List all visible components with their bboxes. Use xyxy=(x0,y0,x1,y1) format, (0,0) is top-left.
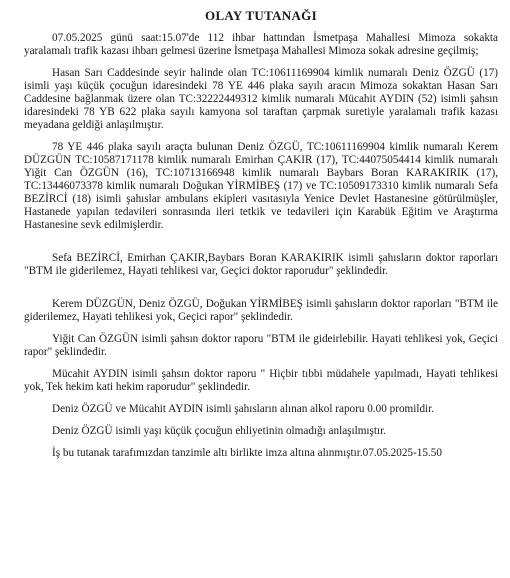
paragraph-injured-persons: 78 YE 446 plaka sayılı araçta bulunan Deniz ÖZGÜ, TC:10611169904 kimlik numaralı Kerem DÜZGÜN TC:10587171178 kimlik numaralı Emirhan ÇAKIR (17), TC:44075054414 kimlik numaralı Yiğit Can ÖZGÜN (16), TC:10713166948 kimlik numaralı Baybars Boran KARAKIRIK (17), TC:13446073378 kimlik numaralı Doğukan YİRMİBEŞ (17) ve TC:10509173310 kimlik numaralı Sefa BEZİRCİ (18) isimli şahıslar ambulans ekipleri vasıtasıyla Yenice Devlet Hastanesine götürülmüşler, Hastanede yapılan tedavileri sonrasında ileri tetkik ve tedavileri için Karabük Eğitim ve Araştırma Hastanesine sevk edilmişlerdir. xyxy=(24,141,498,231)
paragraph-closing-statement: İş bu tutanak tarafımızdan tanzimle altı birlikte imza altına alınmıştır.07.05.2025-15.50 xyxy=(52,447,442,459)
paragraph-license-status: Deniz ÖZGÜ isimli yaşı küçük çocuğun ehliyetinin olmadığı anlaşılmıştır. xyxy=(52,425,387,437)
paragraph-report-serious: Kerem DÜZGÜN, Deniz ÖZGÜ, Doğukan YİRMİBEŞ isimli şahısların doktor raporları "BTM ile giderilemez, Hayati tehlikesi yok, Geçici rapor" şeklindedir. xyxy=(24,298,498,323)
paragraph-report-minor: Yiğit Can ÖZGÜN isimli şahsın doktor raporu "BTM ile gideirlebilir. Hayati tehlikesi yok, Geçici rapor" şeklindedir. xyxy=(24,333,498,358)
paragraph-alcohol-report: Deniz ÖZGÜ ve Mücahit AYDIN isimli şahısların alınan alkol raporu 0.00 promildir. xyxy=(52,403,435,415)
document-title: OLAY TUTANAĞI xyxy=(205,8,317,23)
paragraph-report-driver: Mücahit AYDIN isimli şahsın doktor raporu " Hiçbir tıbbi müdahele yapılmadı, Hayati tehlikesi yok, Tek hekim kati hekim raporudur" şeklindedir. xyxy=(24,368,498,393)
paragraph-accident-description: Hasan Sarı Caddesinde seyir halinde olan TC:10611169904 kimlik numaralı Deniz ÖZGÜ (17) isimli yaşı küçük çocuğun idaresindeki 78 YE 446 plaka sayılı aracın Mimoza sokaktan Hasan Sarı Caddesine bağlanmak üzere olan TC:32222449312 kimlik numaralı Mücahit AYDIN (52) isimli şahsın idaresindeki 78 YB 622 plaka sayılı kamyona sol taraftan çarpmak suretiyle yaralamalı trafik kazası meyadana geldiği anlaşılmıştır. xyxy=(24,67,498,131)
paragraph-incident-notice: 07.05.2025 günü saat:15.07'de 112 ihbar hattından İsmetpaşa Mahallesi Mimoza sokakta yaralamalı trafik kazası ihbarı gelmesi üzerine İsmetpaşa Mahallesi Mimoza sokak adresine geçilmiş; xyxy=(24,32,498,57)
paragraph-report-critical: Sefa BEZİRCİ, Emirhan ÇAKIR,Baybars Boran KARAKIRIK isimli şahısların doktor raporları "BTM ile giderilemez, Hayati tehlikesi var, Geçici doktor raporudur" şeklindedir. xyxy=(24,252,498,277)
document-page xyxy=(24,8,498,460)
